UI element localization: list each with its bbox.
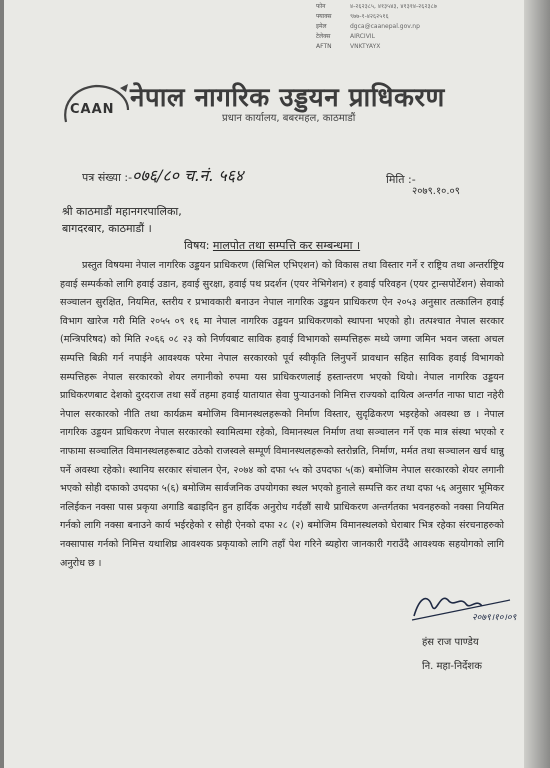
background-edge	[524, 0, 550, 768]
contact-row: टेलेक्स AIRCIVIL	[316, 33, 375, 40]
letter-page	[4, 0, 524, 768]
contact-row: AFTN VNKTYAYX	[316, 43, 381, 50]
contact-block	[316, 2, 516, 52]
signatory-name: हंस राज पाण्डेय	[422, 637, 479, 648]
addressee-line: श्री काठमाडौं महानगरपालिका,	[62, 205, 182, 218]
contact-row: फ्याक्स ९७७-१-४२६२५१६	[316, 13, 389, 20]
date-value: २०७९.१०.०९	[412, 186, 460, 197]
signature-date-scribble: २०७९।१०।०९	[472, 613, 517, 623]
logo-text: CAAN	[70, 102, 115, 117]
signatory-title: नि. महा-निर्देशक	[422, 661, 482, 672]
contact-row: फोन ४-२६२३८५, ४१३५४३, ४१३१४-२६२३८७	[316, 3, 437, 10]
handwritten-signature	[410, 586, 524, 626]
reference-label: पत्र संख्या :-	[82, 171, 133, 184]
organization-name: नेपाल नागरिक उड्डयन प्राधिकरण	[130, 83, 445, 113]
subject-label: विषय:	[184, 239, 210, 252]
contact-row: इमेल dgca@caanepal.gov.np	[316, 23, 420, 30]
date-label: मिति :-	[386, 173, 416, 186]
organization-address: प्रधान कार्यालय, बबरमहल, काठमाडौं	[222, 113, 356, 124]
subject-text: मालपोत तथा सम्पत्ति कर सम्बन्धमा ।	[212, 239, 361, 252]
body-paragraph: प्रस्तुत विषयमा नेपाल नागरिक उड्डयन प्राधिकरण (सिभिल एभिएशन) को विकास तथा विस्तार गर्ने र राष्ट्रिय तथा अन्तर्राष्ट्रिय हवाई सम्पर्कको लागि हवाई उडान, हवाई सुरक्षा, हवाई पथ प्रदर्शन (एयर नेभिगेशन) र हवाई परिवहन (एयर ट्रान्सपोर्टेशन) सेवाको सञ्चालन सुरक्षित, नियमित, स्तरीय र प्रभावकारी बनाउन नेपाल नागरिक उड्डयन प्राधिकरण ऐन २०५३ अनुसार तत्कालिन हवाई विभाग खारेज गरी मिति २०५५ ०९ १६ मा नेपाल नागरिक उड्डयन प्राधिकरणको स्थापना भएको हो। तत्पश्चात नेपाल सरकार (मन्त्रिपरिषद) को मिति २०६६ ०८ २३ को निर्णयबाट साविक हवाई विभागको सम्पत्तिहरू मध्ये जग्गा जमिन भवन जस्ता अचल सम्पत्ति बिक्री गर्न नपाईने आवश्यक परेमा नेपाल सरकारको पूर्व स्वीकृति लिनुपर्ने प्रावधान सहित साविक हवाई विभागको सम्पत्तिहरू नेपाल सरकारको शेयर लगानीको रुपमा यस प्राधिकरणलाई हस्तान्तरण भएको थियो। नेपाल नागरिक उड्डयन प्राधिकरणबाट देशको दुरदराज तथा सर्वे तहमा हवाई यातायात सेवा पुऱ्याउनको निमित्त राज्यको दायित्व अन्तर्गत नाफा घाटा नहेरी नेपाल सरकारको नीति तथा कार्यक्रम बमोजिम विमानस्थलहरूको निर्माण विस्तार, सुदृढिकरण भइरहेको अवस्था छ । नेपाल नागरिक उड्डयन प्राधिकरण नेपाल सरकारको स्वामित्वमा रहेको, विमानस्थल निर्माण तथा सञ्चालन गर्ने एक मात्र संस्था भएको र नाफामा सञ्चालित विमानस्थलहरूबाट उठेको राजस्वले सम्पूर्ण विमानस्थलहरूको स्तरोन्नति, निर्माण, मर्मत तथा सञ्चालन खर्च धान्नु पर्ने अवस्था रहेको। स्थानिय सरकार संचालन ऐन, २०७४ को दफा ५५ को उपदफा ५(क) बमोजिम नेपाल सरकारको शेयर लगानी भएको सोही दफाको उपदफा ५(६) बमोजिम सार्वजनिक उपयोगका स्थल भएको हुनाले सम्पत्ति कर तथा दफा ५६ अनुसार भूमिकर नलिईकन नक्सा पास प्रकृया अगाडि बढाइदिन हुन हार्दिक अनुरोध गर्दछौं साथै प्राधिकरण अन्तर्गतका भवनहरुको नक्सा नियमित गर्नको लागि नक्सा बनाउने कार्य भईरहेको र सोही ऐनको दफा २८ (२) बमोजिम विमानस्थलको घेराबार भित्र रहेका संरचनाहरुको नक्सापास गर्नको निमित्त यथाशिघ्र आवश्यक प्रकृयाको लागि तहाँ पेश गरिने ब्यहोरा जानकारी गराउँदै आवश्यक सहयोगको लागि अनुरोध छ ।	[60, 260, 504, 569]
reference-number: ०७६/८० च.नं. ५६४	[132, 166, 244, 185]
letter-body	[60, 257, 504, 573]
subject-line	[184, 238, 360, 253]
addressee-line: बागदरबार, काठमाडौं ।	[62, 222, 152, 235]
